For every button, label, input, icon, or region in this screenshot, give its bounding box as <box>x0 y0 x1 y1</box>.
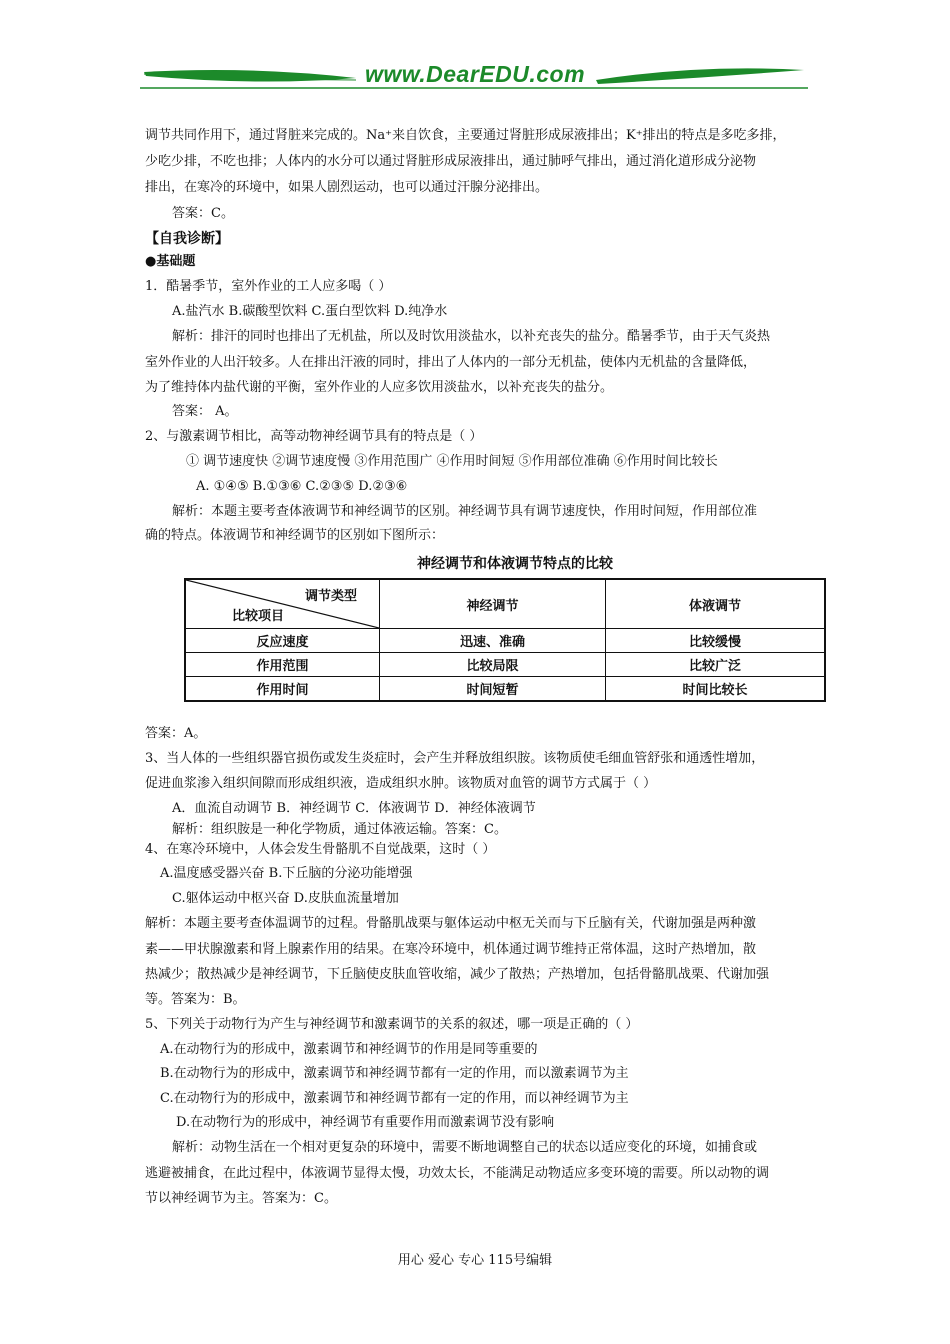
q1-analysis-3: 为了维持体内盐代谢的平衡，室外作业的人应多饮用淡盐水，以补充丧失的盐分。 <box>145 380 614 395</box>
table-row <box>185 677 825 702</box>
row-item-cell: 反应速度 <box>185 629 380 653</box>
q3-stem-1: 3、当人体的一些组织器官损伤或发生炎症时，会产生并释放组织胺。该物质使毛细血管舒张和通透性增加， <box>145 751 765 766</box>
q5-analysis-1: 解析：动物生活在一个相对更复杂的环境中，需要不断地调整自己的状态以适应变化的环境，如捕食或 <box>172 1140 758 1155</box>
row-neural-cell: 时间短暂 <box>380 677 606 702</box>
q4-analysis-4: 等。答案为：B。 <box>145 992 246 1007</box>
q2-options: A. ①④⑤ B.①③⑥ C.②③⑤ D.②③⑥ <box>196 479 408 494</box>
header-item-label: 比较项目 <box>232 609 285 624</box>
q4-options-cd: C.躯体运动中枢兴奋 D.皮肤血流量增加 <box>172 891 399 906</box>
diagonal-header-cell <box>185 579 380 629</box>
row-item-cell: 作用时间 <box>185 677 380 702</box>
q1-options: A.盐汽水 B.碳酸型饮料 C.蛋白型饮料 D.纯净水 <box>172 304 448 319</box>
q2-answer: 答案：A。 <box>145 726 207 741</box>
q2-analysis-1: 解析：本题主要考查体液调节和神经调节的区别。神经调节具有调节速度快，作用时间短，作用部位准 <box>172 504 758 519</box>
site-logo: www.DearEDU.com <box>364 61 586 87</box>
q5-analysis-3: 节以神经调节为主。答案为：C。 <box>145 1191 337 1206</box>
intro-line-2: 少吃少排，不吃也排；人体内的水分可以通过肾脏形成尿液排出，通过肺呼气排出，通过消化道形成分泌物 <box>145 154 757 169</box>
col-neural-header: 神经调节 <box>380 579 606 629</box>
row-neural-cell: 迅速、准确 <box>380 629 606 653</box>
q5-option-d: D.在动物行为的形成中，神经调节有重要作用而激素调节没有影响 <box>176 1115 555 1130</box>
row-humoral-cell: 时间比较长 <box>606 677 826 702</box>
q3-options: A．血流自动调节 B．神经调节 C．体液调节 D．神经体液调节 <box>172 801 536 816</box>
table-title: 神经调节和体液调节特点的比较 <box>417 556 613 572</box>
q1-analysis-2: 室外作业的人出汗较多。人在排出汗液的同时，排出了人体内的一部分无机盐，使体内无机盐的含量降低， <box>145 355 757 370</box>
q1-answer: 答案： A。 <box>172 404 238 419</box>
q2-items: ① 调节速度快 ②调节速度慢 ③作用范围广 ④作用时间短 ⑤作用部位准确 ⑥作用时间比较长 <box>186 454 718 469</box>
subsection-title: ●基础题 <box>145 254 196 269</box>
row-humoral-cell: 比较广泛 <box>606 653 826 677</box>
table-row <box>185 629 825 653</box>
q3-analysis: 解析：组织胺是一种化学物质，通过体液运输。答案：C。 <box>172 822 507 837</box>
comparison-table <box>184 578 826 702</box>
q5-stem: 5、下列关于动物行为产生与神经调节和激素调节的关系的叙述，哪一项是正确的（ ） <box>145 1017 639 1032</box>
q4-stem: 4、在寒冷环境中，人体会发生骨骼肌不自觉战栗，这时（ ） <box>145 842 496 857</box>
q1-analysis-1: 解析：排汗的同时也排出了无机盐，所以及时饮用淡盐水，以补充丧失的盐分。酷暑季节，由于天气炎热 <box>172 329 771 344</box>
q4-analysis-2: 素——甲状腺激素和肾上腺素作用的结果。在寒冷环境中，机体通过调节维持正常体温，这时产热增加，散 <box>145 942 757 957</box>
table-row <box>185 653 825 677</box>
q4-analysis-1: 解析：本题主要考查体温调节的过程。骨骼肌战栗与躯体运动中枢无关而与下丘脑有关，代谢加强是两种激 <box>145 916 757 931</box>
q3-stem-2: 促进血浆渗入组织间隙而形成组织液，造成组织水肿。该物质对血管的调节方式属于（ ） <box>145 776 657 791</box>
row-item-cell: 作用范围 <box>185 653 380 677</box>
section-title: 【自我诊断】 <box>145 231 229 247</box>
table-header-row <box>185 579 825 629</box>
q5-option-b: B.在动物行为的形成中，激素调节和神经调节都有一定的作用，而以激素调节为主 <box>160 1066 629 1081</box>
q4-options-ab: A.温度感受器兴奋 B.下丘脑的分泌功能增强 <box>160 866 413 881</box>
col-humoral-header: 体液调节 <box>606 579 826 629</box>
q4-analysis-3: 热减少；散热减少是神经调节，下丘脑使皮肤血管收缩，减少了散热；产热增加，包括骨骼肌战栗、代谢加强 <box>145 967 770 982</box>
q5-option-c: C.在动物行为的形成中，激素调节和神经调节都有一定的作用，而以神经调节为主 <box>160 1091 629 1106</box>
intro-answer: 答案：C。 <box>172 206 234 221</box>
q5-analysis-2: 逃避被捕食，在此过程中，体液调节显得太慢，功效太长，不能满足动物适应多变环境的需要。所以动物的调 <box>145 1166 770 1181</box>
header-type-label: 调节类型 <box>304 589 357 604</box>
page-header <box>140 58 808 98</box>
row-neural-cell: 比较局限 <box>380 653 606 677</box>
q2-analysis-2: 确的特点。体液调节和神经调节的区别如下图所示： <box>145 528 445 543</box>
intro-line-1: 调节共同作用下，通过肾脏来完成的。Na⁺来自饮食，主要通过肾脏形成尿液排出；K⁺排出的特点是多吃多排， <box>145 128 786 143</box>
q1-stem: 1．酷暑季节，室外作业的工人应多喝（ ） <box>145 279 392 294</box>
intro-line-3: 排出，在寒冷的环境中，如果人剧烈运动，也可以通过汗腺分泌排出。 <box>145 180 549 195</box>
q5-option-a: A.在动物行为的形成中，激素调节和神经调节的作用是同等重要的 <box>160 1042 538 1057</box>
row-humoral-cell: 比较缓慢 <box>606 629 826 653</box>
q2-stem: 2、与激素调节相比，高等动物神经调节具有的特点是（ ） <box>145 429 483 444</box>
page-footer: 用心 爱心 专心 115号编辑 <box>397 1253 553 1268</box>
